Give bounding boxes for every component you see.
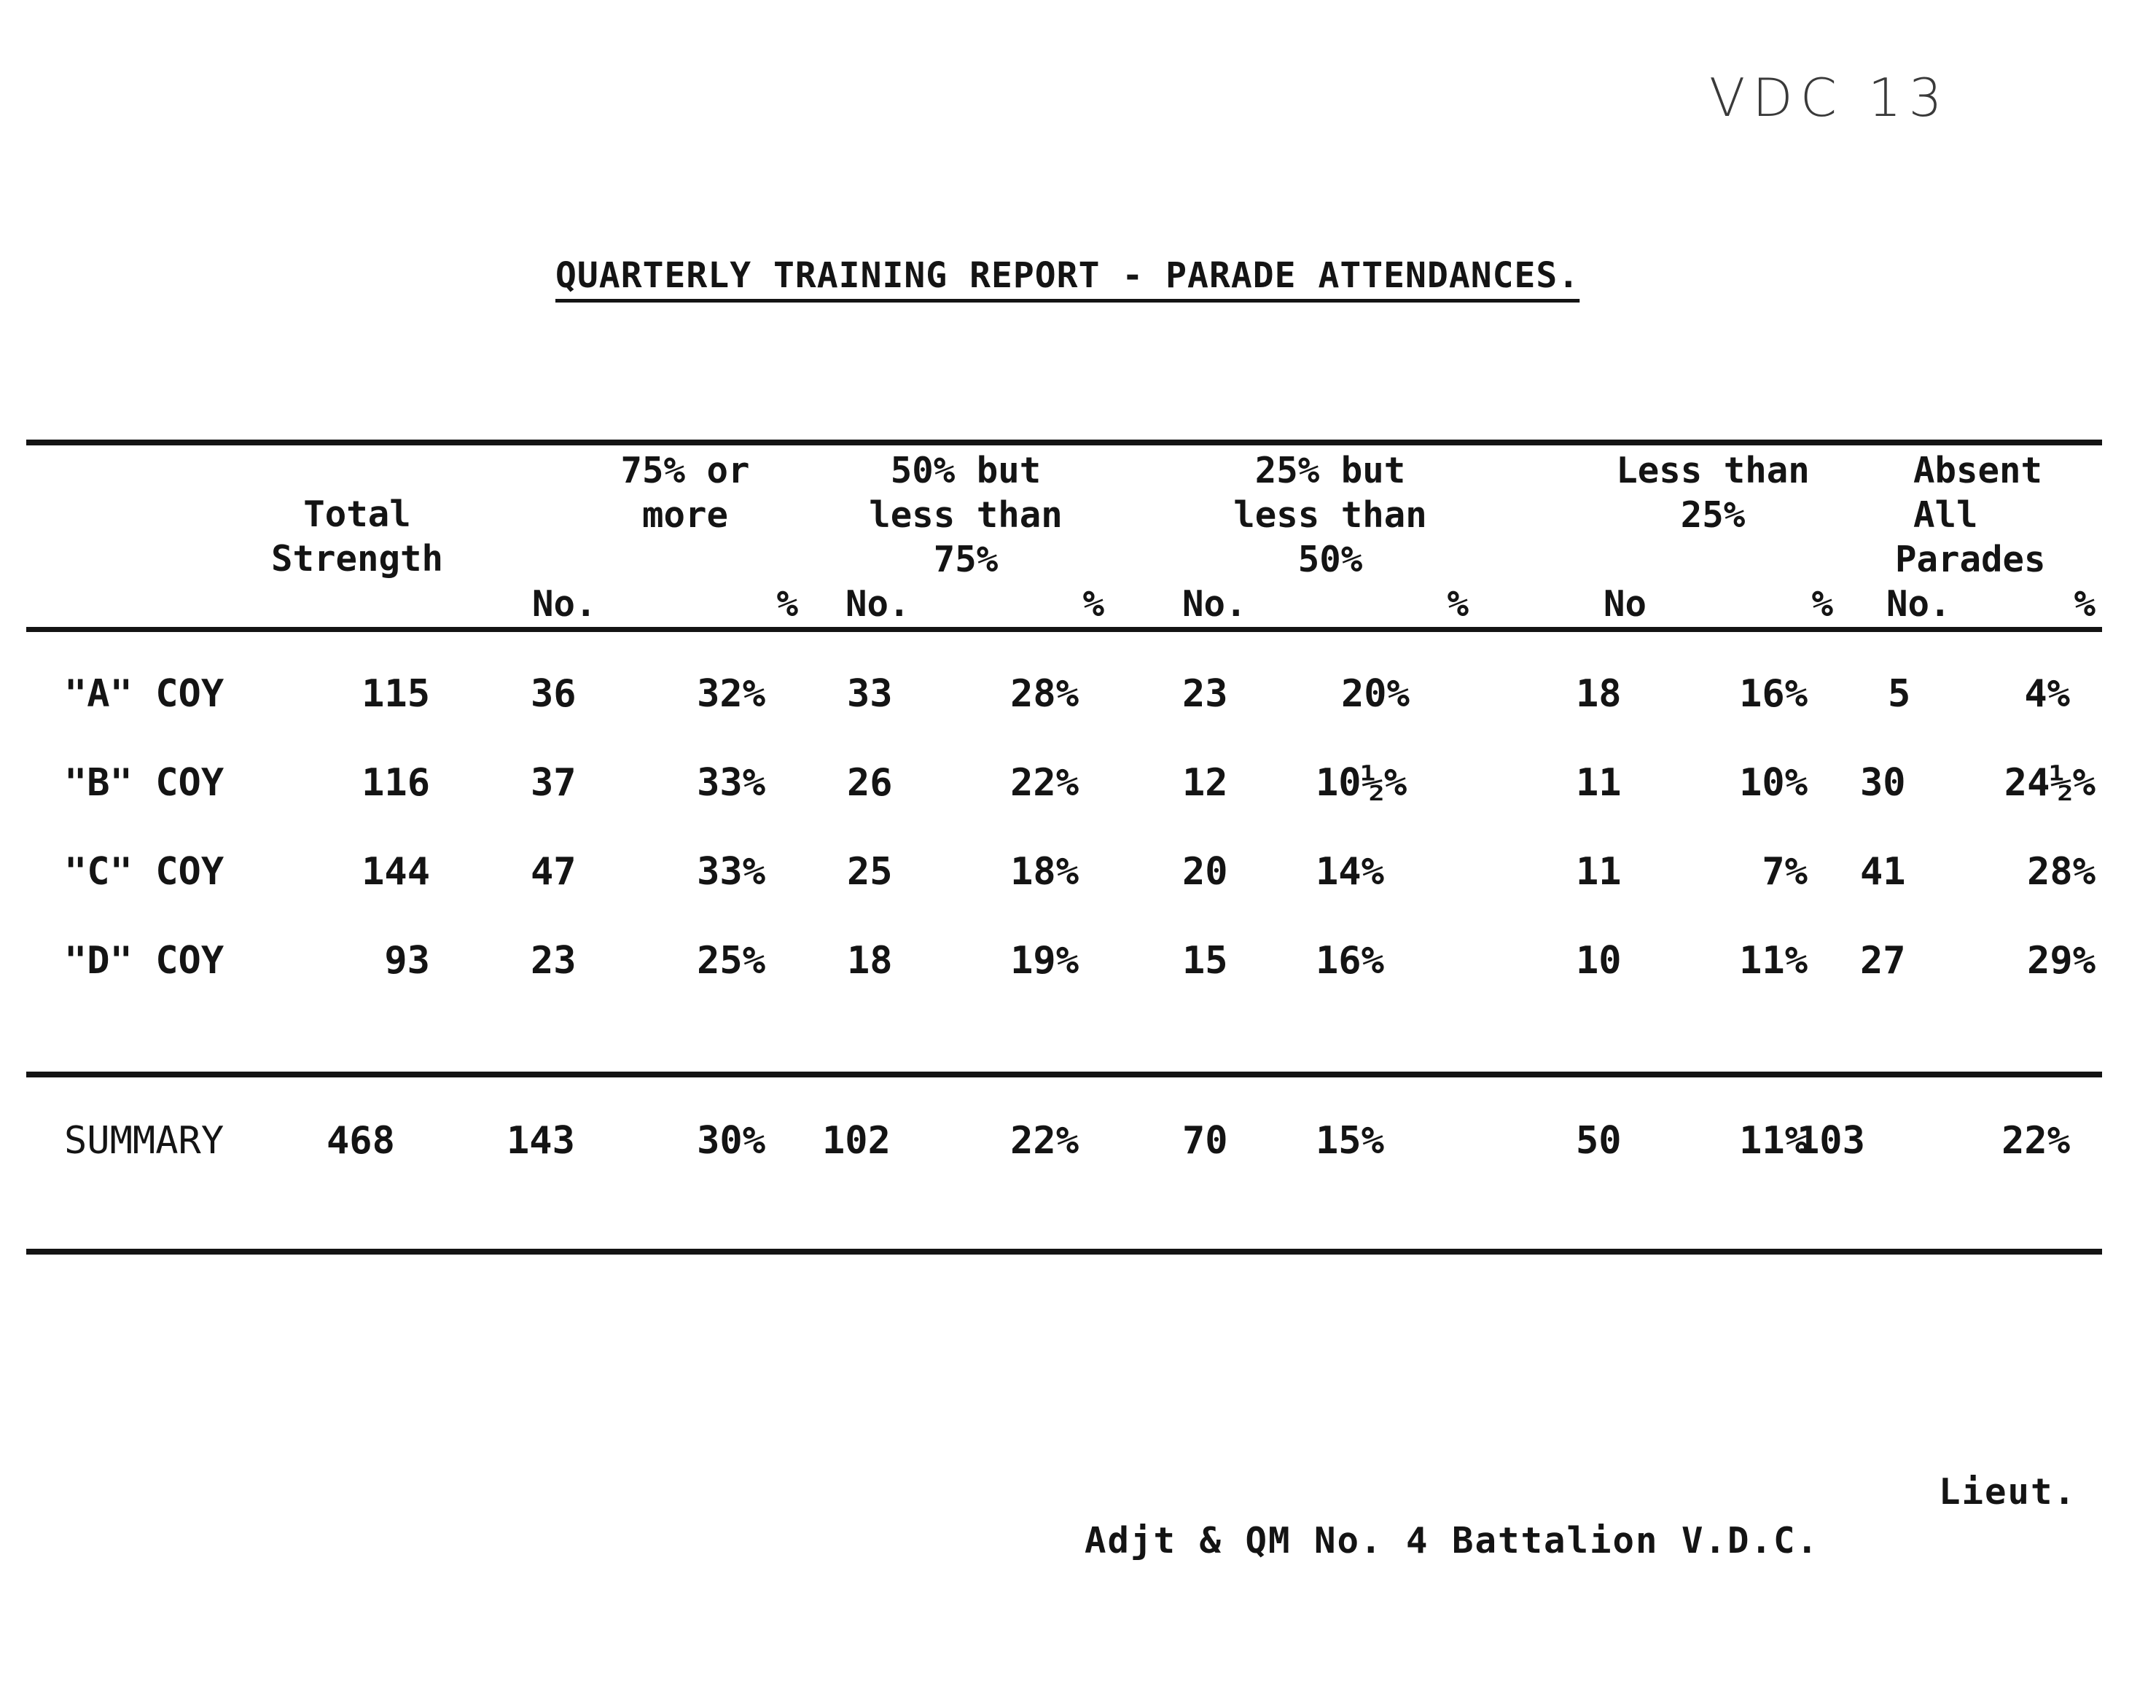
summary-lt25-pct: 11% bbox=[1739, 1119, 1808, 1163]
row-c-total: 144 bbox=[362, 850, 430, 894]
row-b-absent-pct: 24½% bbox=[2004, 761, 2096, 805]
top-rule bbox=[26, 440, 2102, 445]
row-a-lt25-no: 18 bbox=[1576, 672, 1622, 716]
signature-appointment: Adjt & QM No. 4 Battalion V.D.C. bbox=[1085, 1520, 1820, 1561]
summary-label: SUMMARY bbox=[64, 1119, 224, 1163]
subheader-25-pct: % bbox=[1447, 583, 1469, 625]
row-d-absent-pct: 29% bbox=[2027, 939, 2096, 983]
header-rule bbox=[26, 627, 2102, 632]
row-c-unit: "C" COY bbox=[64, 850, 224, 894]
subheader-absent-pct: % bbox=[2074, 583, 2096, 625]
subheader-absent-no: No. bbox=[1886, 583, 1951, 625]
row-d-total: 93 bbox=[384, 939, 430, 983]
subheader-50-pct: % bbox=[1082, 583, 1104, 625]
row-a-absent-pct: 4% bbox=[2024, 672, 2070, 716]
row-b-50-pct: 22% bbox=[1010, 761, 1079, 805]
row-c-lt25-pct: 7% bbox=[1762, 850, 1808, 894]
row-c-75-no: 47 bbox=[531, 850, 577, 894]
row-b-75-no: 37 bbox=[531, 761, 577, 805]
row-c-lt25-no: 11 bbox=[1576, 850, 1622, 894]
row-c-absent-no: 41 bbox=[1860, 850, 1906, 894]
row-b-lt25-no: 11 bbox=[1576, 761, 1622, 805]
row-d-75-no: 23 bbox=[531, 939, 577, 983]
summary-lt25-no: 50 bbox=[1576, 1119, 1622, 1163]
summary-50-no: 102 bbox=[822, 1119, 891, 1163]
header-less-than-25: Less than 25% bbox=[1616, 450, 1810, 536]
row-d-absent-no: 27 bbox=[1860, 939, 1906, 983]
row-b-25-pct: 10½% bbox=[1316, 761, 1407, 805]
row-c-75-pct: 33% bbox=[697, 850, 765, 894]
row-c-25-no: 20 bbox=[1182, 850, 1228, 894]
header-absent-all-parades: Absent All Parades bbox=[1895, 450, 2046, 580]
row-d-25-pct: 16% bbox=[1316, 939, 1384, 983]
summary-50-pct: 22% bbox=[1010, 1119, 1079, 1163]
report-title: QUARTERLY TRAINING REPORT - PARADE ATTENDANCES. bbox=[555, 255, 1580, 296]
row-a-absent-no: 5 bbox=[1888, 672, 1911, 716]
row-c-25-pct: 14% bbox=[1316, 850, 1384, 894]
row-b-25-no: 12 bbox=[1182, 761, 1228, 805]
signature-rank: Lieut. bbox=[1939, 1471, 2077, 1513]
summary-75-no: 143 bbox=[507, 1119, 575, 1163]
subheader-50-no: No. bbox=[845, 583, 910, 625]
subheader-75-pct: % bbox=[776, 583, 798, 625]
subheader-75-no: No. bbox=[532, 583, 597, 625]
row-a-total: 115 bbox=[362, 672, 430, 716]
row-b-unit: "B" COY bbox=[64, 761, 224, 805]
summary-75-pct: 30% bbox=[697, 1119, 765, 1163]
row-d-lt25-pct: 11% bbox=[1739, 939, 1808, 983]
row-a-50-pct: 28% bbox=[1010, 672, 1079, 716]
row-d-lt25-no: 10 bbox=[1576, 939, 1622, 983]
row-d-75-pct: 25% bbox=[697, 939, 765, 983]
row-c-50-no: 25 bbox=[847, 850, 893, 894]
row-b-50-no: 26 bbox=[847, 761, 893, 805]
subheader-25-no: No. bbox=[1182, 583, 1247, 625]
row-d-unit: "D" COY bbox=[64, 939, 224, 983]
row-a-25-no: 23 bbox=[1182, 672, 1228, 716]
row-c-absent-pct: 28% bbox=[2027, 850, 2096, 894]
summary-total: 468 bbox=[327, 1119, 395, 1163]
row-a-25-pct: 20% bbox=[1341, 672, 1410, 716]
header-50-to-75: 50% but less than 75% bbox=[869, 450, 1063, 580]
header-total-strength: Total Strength bbox=[270, 494, 443, 580]
row-d-50-pct: 19% bbox=[1010, 939, 1079, 983]
summary-rule bbox=[26, 1072, 2102, 1077]
subheader-lt25-pct: % bbox=[1811, 583, 1833, 625]
summary-25-pct: 15% bbox=[1316, 1119, 1384, 1163]
row-a-unit: "A" COY bbox=[64, 672, 224, 716]
summary-absent-pct: 22% bbox=[2001, 1119, 2070, 1163]
row-d-25-no: 15 bbox=[1182, 939, 1228, 983]
row-d-50-no: 18 bbox=[847, 939, 893, 983]
header-25-to-50: 25% but less than 50% bbox=[1233, 450, 1427, 580]
header-75-or-more: 75% or more bbox=[620, 450, 750, 536]
row-c-50-pct: 18% bbox=[1010, 850, 1079, 894]
row-b-total: 116 bbox=[362, 761, 430, 805]
row-b-75-pct: 33% bbox=[697, 761, 765, 805]
handwritten-reference: VDC 13 bbox=[1709, 67, 1950, 128]
subheader-lt25-no: No bbox=[1604, 583, 1647, 625]
row-a-lt25-pct: 16% bbox=[1739, 672, 1808, 716]
row-b-lt25-pct: 10% bbox=[1739, 761, 1808, 805]
bottom-rule bbox=[26, 1249, 2102, 1255]
row-b-absent-no: 30 bbox=[1860, 761, 1906, 805]
row-a-75-pct: 32% bbox=[697, 672, 765, 716]
row-a-75-no: 36 bbox=[531, 672, 577, 716]
summary-25-no: 70 bbox=[1182, 1119, 1228, 1163]
row-a-50-no: 33 bbox=[847, 672, 893, 716]
summary-absent-no: 103 bbox=[1797, 1119, 1865, 1163]
